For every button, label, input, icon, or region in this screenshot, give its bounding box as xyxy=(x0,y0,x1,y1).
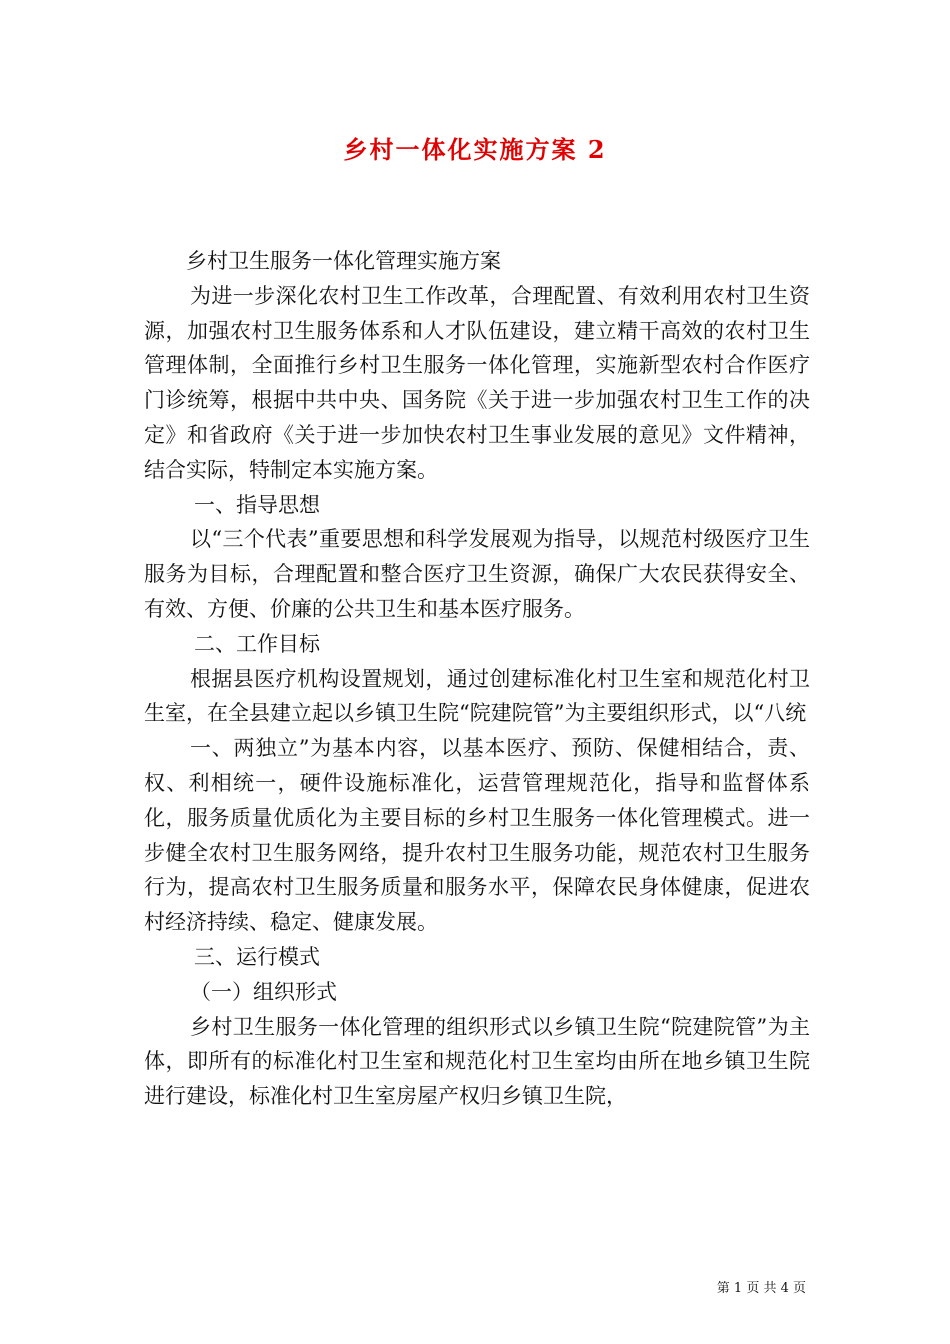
document-body xyxy=(144,244,810,1114)
paragraph-intro: 为进一步深化农村卫生工作改革，合理配置、有效利用农村卫生资源，加强农村卫生服务体系和人才队伍建设，建立精干高效的农村卫生管理体制，全面推行乡村卫生服务一体化管理，实施新型农村合作医疗门诊统筹，根据中共中央、国务院《关于进一步加强农村卫生工作的决定》和省政府《关于进一步加快农村卫生事业发展的意见》文件精神，结合实际，特制定本实施方案。 xyxy=(144,283,810,482)
heading-operation-mode: 三、运行模式 xyxy=(194,944,320,969)
document-subtitle: 乡村卫生服务一体化管理实施方案 xyxy=(186,249,501,273)
paragraph-work-goals-b: 一、两独立”为基本内容，以基本医疗、预防、保健相结合，责、权、利相统一，硬件设施标准化，运营管理规范化，指导和监督体系化，服务质量优质化为主要目标的乡村卫生服务一体化管理模式。进一步健全农村卫生服务网络，提升农村卫生服务功能，规范农村卫生服务行为，提高农村卫生服务质量和服务水平，保障农民身体健康，促进农村经济持续、稳定、健康发展。 xyxy=(144,736,810,935)
heading-guiding-ideology: 一、指导思想 xyxy=(194,492,320,517)
paragraph-organization-form: 乡村卫生服务一体化管理的组织形式以乡镇卫生院“院建院管”为主体，即所有的标准化村卫生室和规范化村卫生室均由所在地乡镇卫生院进行建设，标准化村卫生室房屋产权归乡镇卫生院， xyxy=(144,1014,810,1109)
paragraph-work-goals-a: 根据县医疗机构设置规划，通过创建标准化村卫生室和规范化村卫生室，在全县建立起以乡镇卫生院“院建院管”为主要组织形式，以“八统 xyxy=(144,666,810,726)
page-number: 第 1 页 共 4 页 xyxy=(716,1281,806,1296)
heading-work-goals: 二、工作目标 xyxy=(194,631,320,656)
paragraph-guiding-ideology: 以“三个代表”重要思想和科学发展观为指导，以规范村级医疗卫生服务为目标，合理配置和整合医疗卫生资源，确保广大农民获得安全、有效、方便、价廉的公共卫生和基本医疗服务。 xyxy=(144,527,810,621)
document-title: 乡村一体化实施方案 2 xyxy=(343,135,607,164)
heading-organization-form: （一）组织形式 xyxy=(190,979,337,1004)
